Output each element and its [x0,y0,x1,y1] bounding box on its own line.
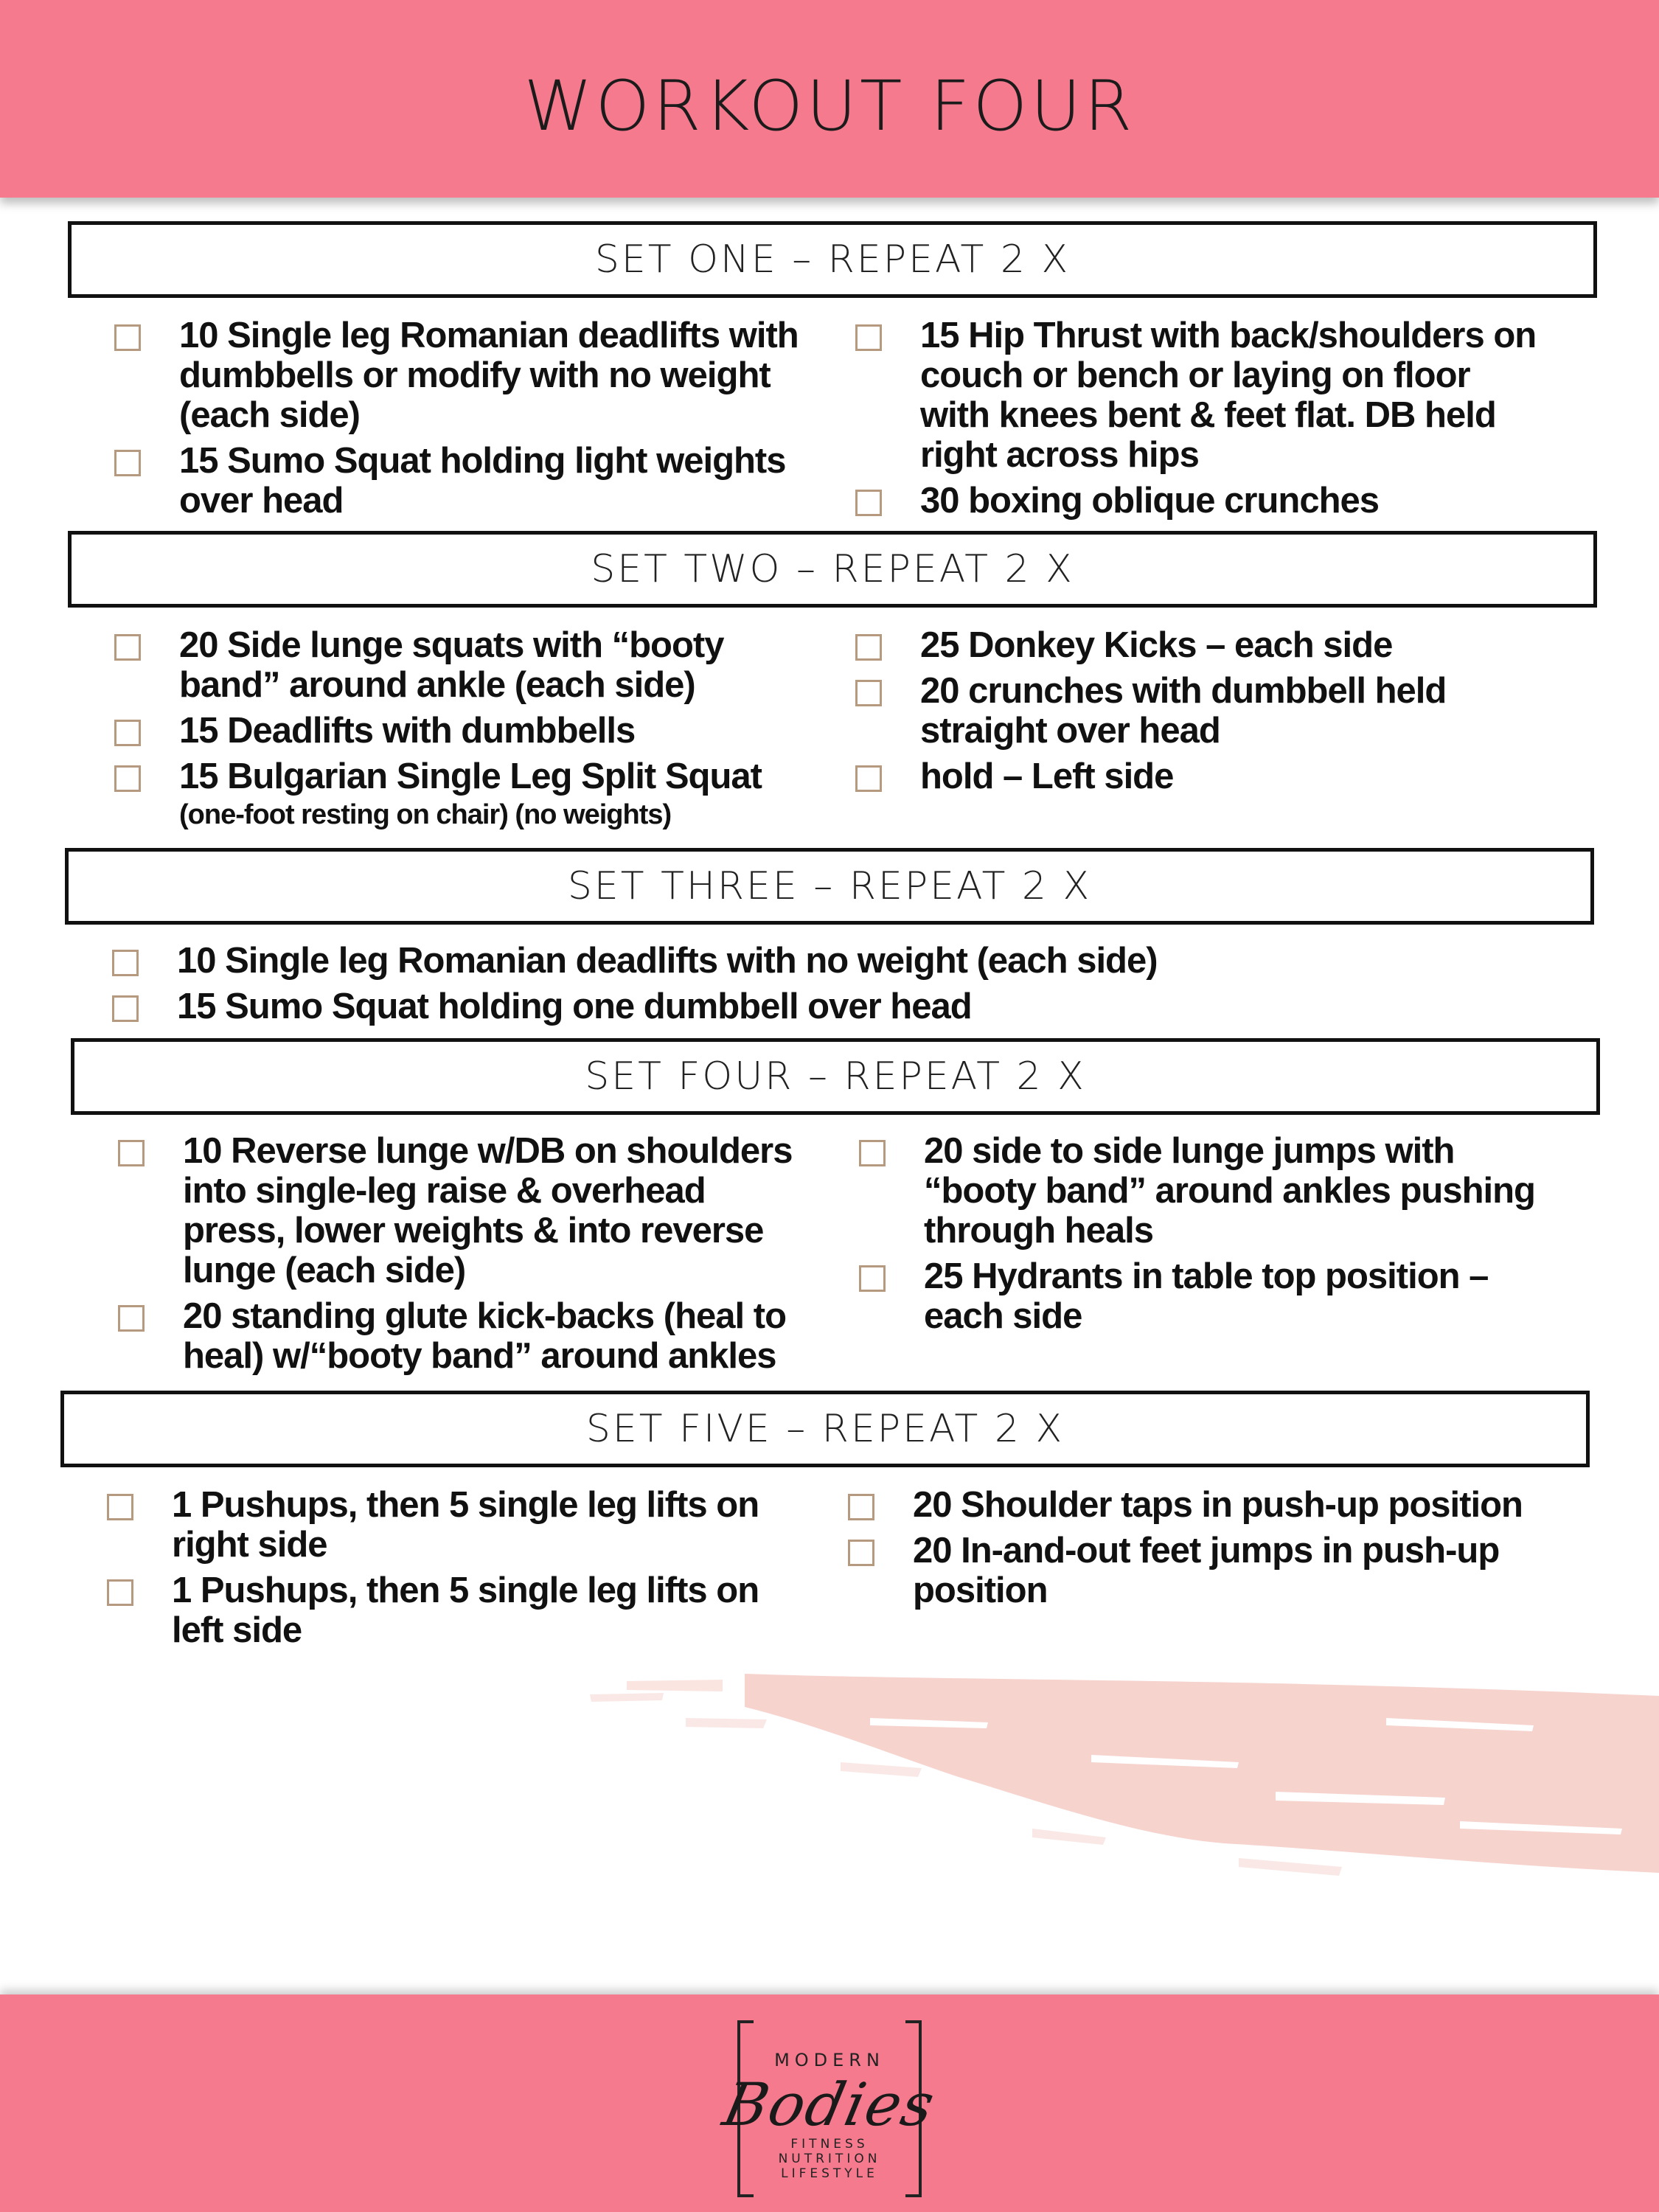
logo-tagline-line: NUTRITION [778,2152,881,2166]
exercise-text: 10 Single leg Romanian deadlifts with no weight (each side) [177,941,1158,981]
footer-banner [0,1994,1659,2212]
checkbox[interactable] [114,765,141,792]
exercise-text: 20 crunches with dumbbell held straight over head [920,671,1447,751]
logo-tagline-line: LIFESTYLE [781,2166,878,2181]
checkbox[interactable] [118,1140,145,1166]
set-five-right-column [848,1485,1534,1610]
checkbox[interactable] [107,1494,133,1520]
exercise-text: 20 Shoulder taps in push-up position [913,1485,1523,1525]
set-one-left-column [114,316,800,521]
set-five-left-column [107,1485,793,1650]
exercise-text: hold – Left side [920,757,1174,796]
modern-bodies-logo [717,2020,942,2194]
exercise-item [855,671,1541,751]
exercise-text: 20 Side lunge squats with “booty band” around ankle (each side) [179,625,724,705]
checkbox[interactable] [855,324,882,351]
exercise-text: 10 Reverse lunge w/DB on shoulders into single-leg raise & overhead press, lower weights & into reverse lunge (each side) [183,1131,793,1290]
exercise-item [855,316,1541,475]
exercise-text: 10 Single leg Romanian deadlifts with dumbbells or modify with no weight (each side) [179,316,799,435]
set-four-right-column [859,1131,1545,1336]
exercise-item [114,625,800,705]
set-two-left-column [114,625,800,833]
exercise-text: 15 Sumo Squat holding light weights over head [179,441,786,521]
exercise-item [114,711,800,751]
logo-script-text: Bodies [717,2070,942,2139]
exercise-text: 15 Hip Thrust with back/shoulders on couch or bench or laying on floor with knees bent & feet flat. DB held right across hips [920,316,1537,475]
exercise-text: 1 Pushups, then 5 single leg lifts on left side [172,1571,759,1650]
exercise-item [855,625,1541,665]
exercise-item [855,757,1541,796]
set-two-right-column [855,625,1541,796]
checkbox[interactable] [114,634,141,661]
checkbox[interactable] [114,324,141,351]
set-five-header: SET FIVE – REPEAT 2 X [60,1391,1590,1467]
exercise-text [179,757,762,833]
exercise-main: 15 Bulgarian Single Leg Split Squat [179,757,762,796]
set-four-left-column [118,1131,804,1376]
exercise-item [848,1531,1534,1610]
checkbox[interactable] [848,1540,874,1566]
set-two-header: SET TWO – REPEAT 2 X [68,531,1597,608]
checkbox[interactable] [112,950,139,976]
logo-top-text: MODERN [774,2050,885,2070]
exercise-text: 20 In-and-out feet jumps in push-up position [913,1531,1500,1610]
set-four-header: SET FOUR – REPEAT 2 X [71,1038,1600,1115]
checkbox[interactable] [118,1305,145,1332]
set-one-right-column [855,316,1541,521]
exercise-text: 15 Deadlifts with dumbbells [179,711,636,751]
set-three-header: SET THREE – REPEAT 2 X [65,848,1594,925]
set-three-column [112,941,1366,1026]
set-one-header: SET ONE – REPEAT 2 X [68,221,1597,298]
exercise-text: 20 side to side lunge jumps with “booty band” around ankles pushing through heals [924,1131,1535,1251]
brush-stroke-decoration [575,1674,1659,1895]
checkbox[interactable] [114,450,141,476]
checkbox[interactable] [855,634,882,661]
page-title: WORKOUT FOUR [524,66,1135,147]
checkbox[interactable] [114,720,141,746]
exercise-text: 1 Pushups, then 5 single leg lifts on right side [172,1485,759,1565]
exercise-item [107,1571,793,1650]
logo-tagline-line: FITNESS [790,2137,869,2152]
exercise-note: (one-foot resting on chair) (no weights) [179,799,672,830]
exercise-item [118,1296,804,1376]
exercise-item [114,441,800,521]
exercise-item [118,1131,804,1290]
checkbox[interactable] [855,680,882,706]
logo-tagline [737,2137,922,2181]
exercise-item [112,941,1366,981]
checkbox[interactable] [848,1494,874,1520]
exercise-text: 25 Donkey Kicks – each side [920,625,1393,665]
exercise-text: 30 boxing oblique crunches [920,481,1380,521]
header-banner [0,0,1659,198]
checkbox[interactable] [855,765,882,792]
checkbox[interactable] [859,1265,886,1292]
exercise-item [859,1256,1545,1336]
checkbox[interactable] [112,995,139,1022]
exercise-item [112,987,1366,1026]
exercise-text: 20 standing glute kick-backs (heal to heal) w/“booty band” around ankles [183,1296,787,1376]
exercise-text: 25 Hydrants in table top position – each side [924,1256,1489,1336]
exercise-item [107,1485,793,1565]
exercise-item [859,1131,1545,1251]
checkbox[interactable] [107,1579,133,1606]
checkbox[interactable] [859,1140,886,1166]
exercise-text: 15 Sumo Squat holding one dumbbell over head [177,987,972,1026]
exercise-item [114,316,800,435]
checkbox[interactable] [855,490,882,516]
exercise-item [855,481,1541,521]
exercise-item [848,1485,1534,1525]
exercise-item [114,757,800,833]
